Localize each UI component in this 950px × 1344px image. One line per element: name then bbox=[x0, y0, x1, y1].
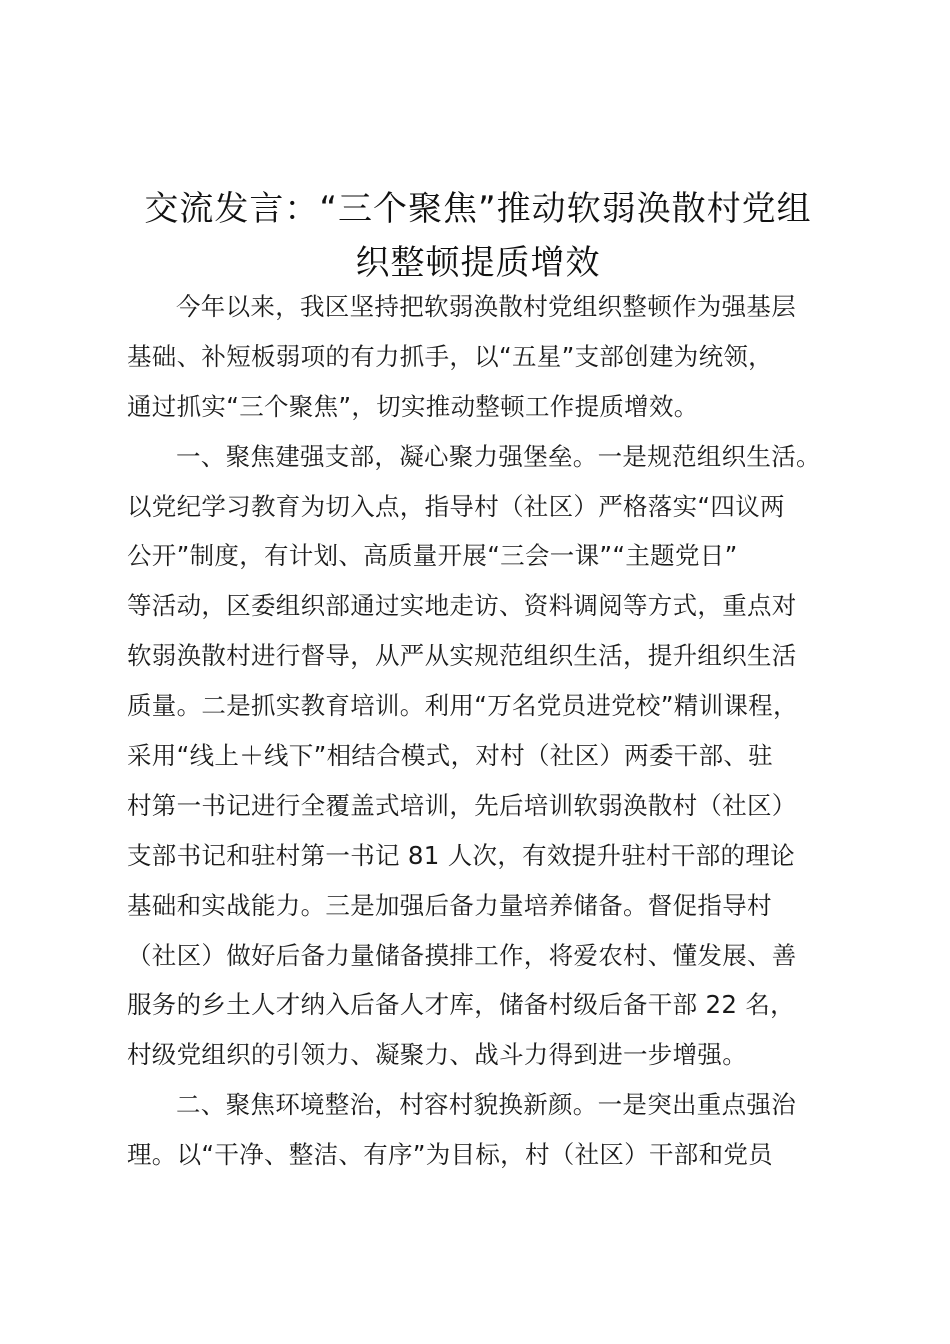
text-line: 村第一书记进行全覆盖式培训，先后培训软弱涣散村（社区） bbox=[127, 790, 797, 820]
text-line: 今年以来，我区坚持把软弱涣散村党组织整顿作为强基层 bbox=[176, 292, 796, 321]
text-line: 一、聚焦建强支部，凝心聚力强堡垒。一是规范组织生活。 bbox=[176, 441, 821, 471]
text-line: 基础、补短板弱项的有力抓手，以“五星”支部创建为统领， bbox=[127, 341, 773, 371]
text-line: 通过抓实“三个聚焦”，切实推动整顿工作提质增效。 bbox=[127, 391, 699, 421]
title-line: 交流发言：“三个聚焦”推动软弱涣散村党组 bbox=[144, 189, 812, 229]
text-line: 理。以“干净、整洁、有序”为目标，村（社区）干部和党员 bbox=[127, 1140, 773, 1170]
text-line: 服务的乡土人才纳入后备人才库，储备村级后备干部 22 名， bbox=[127, 990, 795, 1020]
document-title bbox=[118, 182, 838, 290]
text-line: 等活动，区委组织部通过实地走访、资料调阅等方式，重点对 bbox=[127, 591, 797, 621]
text-line: 质量。二是抓实教育培训。利用“万名党员进党校”精训课程， bbox=[127, 691, 798, 721]
text-line: 公开”制度，有计划、高质量开展“三会一课”“主题党日” bbox=[127, 541, 738, 571]
text-line: 软弱涣散村进行督导，从严从实规范组织生活，提升组织生活 bbox=[127, 641, 797, 671]
title-line: 织整顿提质增效 bbox=[355, 243, 601, 283]
document-body bbox=[127, 282, 837, 1180]
text-line: 基础和实战能力。三是加强后备力量培养储备。督促指导村 bbox=[127, 890, 772, 920]
text-line: 采用“线上＋线下”相结合模式，对村（社区）两委干部、驻 bbox=[127, 741, 773, 771]
text-line: 支部书记和驻村第一书记 81 人次，有效提升驻村干部的理论 bbox=[127, 840, 795, 870]
paragraph-intro bbox=[127, 282, 837, 432]
paragraph-section-two bbox=[127, 1080, 837, 1180]
text-line: 村级党组织的引领力、凝聚力、战斗力得到进一步增强。 bbox=[127, 1040, 747, 1070]
text-line: 二、聚焦环境整治，村容村貌换新颜。一是突出重点强治 bbox=[176, 1090, 796, 1120]
text-line: 以党纪学习教育为切入点，指导村（社区）严格落实“四议两 bbox=[127, 491, 785, 521]
paragraph-section-one bbox=[127, 432, 837, 1081]
text-line: （社区）做好后备力量储备摸排工作，将爱农村、懂发展、善 bbox=[127, 940, 797, 970]
